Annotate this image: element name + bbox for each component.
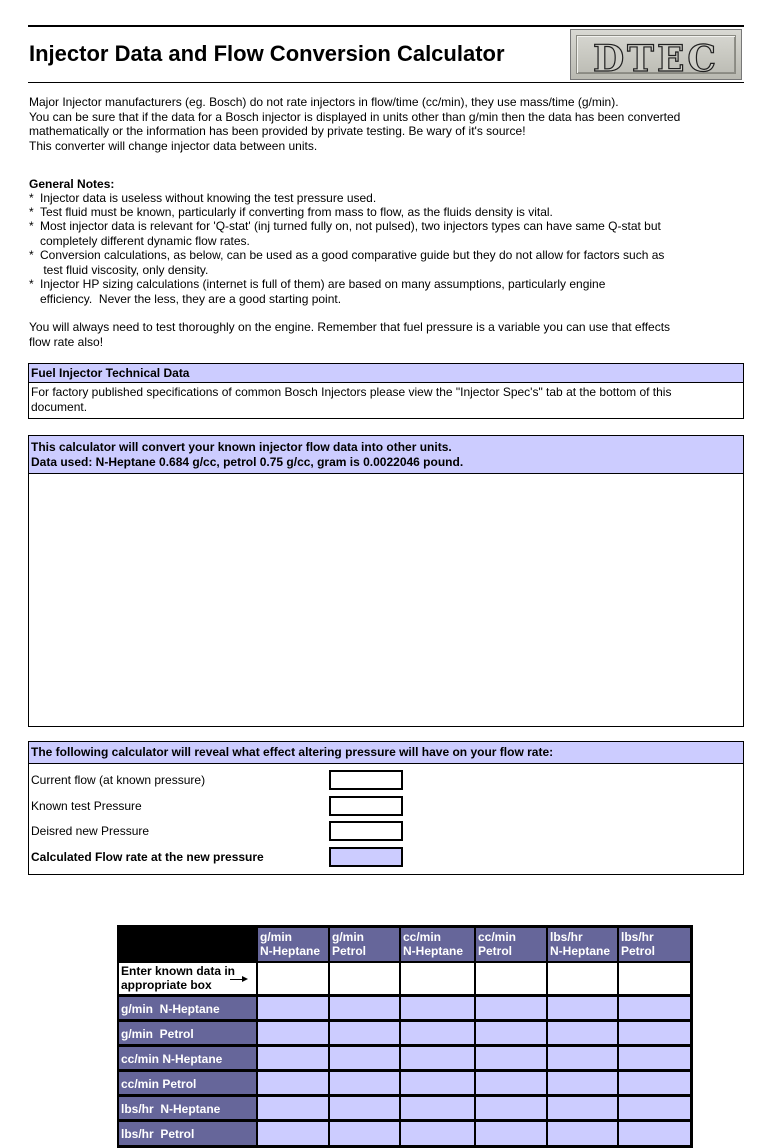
result-cell [401, 1022, 474, 1044]
column-header [258, 928, 328, 961]
input-gmin-heptane[interactable] [258, 963, 328, 994]
current-flow-label: Current flow (at known pressure) [31, 773, 206, 787]
current-flow-input[interactable] [329, 770, 403, 790]
result-cell [330, 1122, 399, 1145]
result-cell [548, 1097, 617, 1119]
column-header [476, 928, 546, 961]
column-fluid: N-Heptane [550, 944, 611, 958]
input-gmin-petrol[interactable] [330, 963, 399, 994]
result-cell [548, 1072, 617, 1094]
arrow-right-icon [230, 979, 246, 980]
column-fluid: Petrol [621, 944, 656, 958]
closing-line: flow rate also! [29, 334, 104, 349]
conversion-table [117, 925, 693, 1148]
tech-data-line: document. [31, 399, 88, 414]
row-header: lbs/hr N-Heptane [119, 1097, 256, 1119]
result-cell [619, 997, 690, 1019]
result-cell [401, 997, 474, 1019]
tech-data-line: For factory published specifications of common Bosch Injectors please view the "Injector Spec's" tab at the bottom of this [31, 385, 672, 399]
column-fluid: N-Heptane [403, 944, 464, 958]
result-cell [548, 1122, 617, 1145]
column-unit: cc/min [478, 930, 517, 944]
column-header [619, 928, 690, 961]
result-cell [619, 1122, 690, 1145]
result-cell [548, 1047, 617, 1069]
result-cell [619, 1047, 690, 1069]
note-text: Injector data is useless without knowing the test pressure used. [40, 191, 377, 205]
known-pressure-input[interactable] [329, 796, 403, 816]
result-cell [548, 997, 617, 1019]
result-cell [476, 1047, 546, 1069]
intro-line: You can be sure that if the data for a Bosch injector is displayed in units other than g/min then the data has been converted [29, 109, 681, 124]
intro-line: Major Injector manufacturers (eg. Bosch) do not rate injectors in flow/time (cc/min), they use mass/time (g/min). [29, 95, 619, 109]
converter-heading [29, 436, 743, 474]
note-text: test fluid viscosity, only density. [40, 262, 209, 277]
input-ccmin-petrol[interactable] [476, 963, 546, 994]
row-header: cc/min Petrol [119, 1072, 256, 1094]
column-fluid: N-Heptane [260, 944, 321, 958]
enter-label-line: Enter known data in [121, 964, 236, 978]
pressure-section [28, 741, 744, 875]
column-header [401, 928, 474, 961]
column-header [548, 928, 617, 961]
result-cell [476, 997, 546, 1019]
result-cell [401, 1072, 474, 1094]
input-ccmin-heptane[interactable] [401, 963, 474, 994]
column-unit: lbs/hr [621, 930, 654, 944]
bullet: * [29, 191, 34, 205]
pressure-heading: The following calculator will reveal what effect altering pressure will have on your flow rate: [29, 742, 743, 764]
result-cell [258, 1022, 328, 1044]
intro-line: This converter will change injector data between units. [29, 138, 318, 153]
closing-paragraph [29, 320, 670, 349]
converter-heading-line: This calculator will convert your known injector flow data into other units. [31, 440, 452, 454]
result-cell [330, 997, 399, 1019]
result-cell [619, 1097, 690, 1119]
result-cell [476, 1072, 546, 1094]
note-text: Injector HP sizing calculations (internet is full of them) are based on many assumptions, particularly engine [40, 277, 606, 291]
note-text: Test fluid must be known, particularly if converting from mass to flow, as the fluids density is vital. [40, 205, 553, 219]
bullet: * [29, 219, 34, 233]
calculated-flow-label: Calculated Flow rate at the new pressure [31, 850, 264, 864]
title-bar [28, 27, 744, 82]
result-cell [619, 1022, 690, 1044]
calculated-flow-output [329, 847, 403, 867]
column-unit: g/min [260, 930, 292, 944]
note-text: efficiency. Never the less, they are a good starting point. [40, 291, 342, 306]
column-fluid: Petrol [332, 944, 367, 958]
bullet: * [29, 277, 34, 291]
column-unit: lbs/hr [550, 930, 583, 944]
bullet: * [29, 205, 34, 219]
result-cell [258, 1047, 328, 1069]
result-cell [476, 1097, 546, 1119]
column-header [330, 928, 399, 961]
result-cell [330, 1022, 399, 1044]
intro-line: mathematically or the information has been provided by private testing. Be wary of it's source! [29, 124, 526, 138]
logo-text: DTEC [592, 38, 720, 80]
converter-heading-line: Data used: N-Heptane 0.684 g/cc, petrol 0.75 g/cc, gram is 0.0022046 pound. [31, 454, 464, 469]
result-cell [330, 1072, 399, 1094]
result-cell [476, 1122, 546, 1145]
row-header: cc/min N-Heptane [119, 1047, 256, 1069]
result-cell [401, 1047, 474, 1069]
note-text: Most injector data is relevant for 'Q-stat' (inj turned fully on, not pulsed), two injectors types can have same Q-stat but [40, 219, 661, 233]
tech-data-body [29, 383, 743, 414]
logo-frame [576, 35, 736, 80]
general-notes-heading: General Notes: [29, 177, 115, 191]
title-rule [28, 82, 744, 83]
result-cell [258, 1072, 328, 1094]
bullet: * [29, 248, 34, 262]
note-text: completely different dynamic flow rates. [40, 233, 250, 248]
result-cell [330, 1097, 399, 1119]
row-header: g/min Petrol [119, 1022, 256, 1044]
row-header: g/min N-Heptane [119, 997, 256, 1019]
tech-data-heading: Fuel Injector Technical Data [29, 364, 743, 383]
dtec-logo [570, 29, 742, 80]
result-cell [258, 997, 328, 1019]
result-cell [548, 1022, 617, 1044]
column-fluid: Petrol [478, 944, 513, 958]
result-cell [330, 1047, 399, 1069]
known-pressure-label: Known test Pressure [31, 799, 142, 813]
result-cell [258, 1097, 328, 1119]
input-lbshr-petrol[interactable] [619, 963, 690, 994]
result-cell [258, 1122, 328, 1145]
new-pressure-label: Deisred new Pressure [31, 824, 150, 838]
new-pressure-input[interactable] [329, 821, 403, 841]
closing-line: You will always need to test thoroughly on the engine. Remember that fuel pressure is a variable you can use that effects [29, 320, 671, 334]
result-cell [619, 1072, 690, 1094]
column-unit: g/min [332, 930, 364, 944]
input-lbshr-heptane[interactable] [548, 963, 617, 994]
row-header: lbs/hr Petrol [119, 1122, 256, 1145]
result-cell [401, 1097, 474, 1119]
tech-data-section [28, 363, 744, 419]
result-cell [401, 1122, 474, 1145]
intro-paragraph [29, 95, 680, 153]
enter-known-data-label [119, 963, 256, 994]
column-unit: cc/min [403, 930, 442, 944]
page-title: Injector Data and Flow Conversion Calculator [29, 41, 505, 66]
enter-label-line: appropriate box [121, 978, 212, 992]
note-text: Conversion calculations, as below, can be used as a good comparative guide but they do not allow for factors such as [40, 248, 665, 262]
result-cell [476, 1022, 546, 1044]
